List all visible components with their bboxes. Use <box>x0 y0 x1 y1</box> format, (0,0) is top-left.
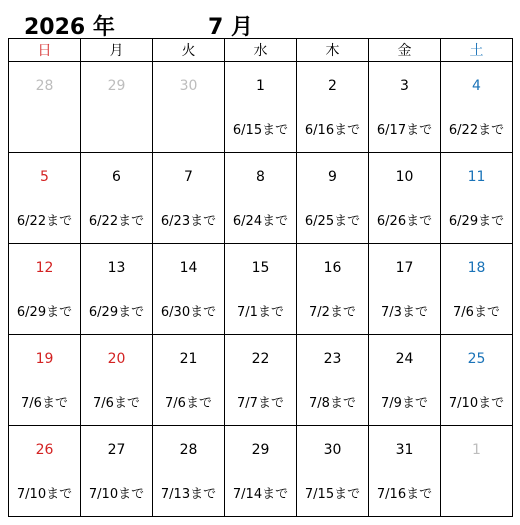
day-number: 24 <box>395 351 414 367</box>
deadline-note: 7/6まで <box>453 305 500 320</box>
week-row <box>9 62 513 153</box>
day-number: 4 <box>472 78 481 94</box>
day-number: 7 <box>184 169 193 185</box>
day-number: 25 <box>467 351 486 367</box>
day-cell[interactable] <box>225 153 297 244</box>
deadline-note: 7/6まで <box>93 396 140 411</box>
deadline-note: 6/25まで <box>304 214 361 229</box>
deadline-note: 7/6まで <box>165 396 212 411</box>
day-number: 6 <box>112 169 121 185</box>
day-cell[interactable] <box>225 426 297 517</box>
deadline-note: 7/10まで <box>448 396 505 411</box>
day-cell[interactable] <box>441 153 513 244</box>
day-number: 26 <box>35 442 54 458</box>
day-cell[interactable] <box>81 244 153 335</box>
day-cell[interactable] <box>9 62 81 153</box>
day-cell[interactable] <box>297 335 369 426</box>
deadline-note: 6/15まで <box>232 123 289 138</box>
deadline-note: 7/8まで <box>309 396 356 411</box>
day-number: 30 <box>323 442 342 458</box>
deadline-note: 7/6まで <box>21 396 68 411</box>
day-cell[interactable] <box>441 62 513 153</box>
day-cell[interactable] <box>9 426 81 517</box>
day-cell[interactable] <box>9 335 81 426</box>
day-cell[interactable] <box>369 244 441 335</box>
deadline-note: 6/22まで <box>16 214 73 229</box>
day-number: 17 <box>395 260 414 276</box>
day-cell[interactable] <box>81 62 153 153</box>
day-cell[interactable] <box>297 426 369 517</box>
deadline-note: 7/3まで <box>381 305 428 320</box>
day-cell[interactable] <box>225 335 297 426</box>
day-number: 2 <box>328 78 337 94</box>
week-row <box>9 335 513 426</box>
day-number: 14 <box>179 260 198 276</box>
day-number: 1 <box>256 78 265 94</box>
deadline-note: 7/14まで <box>232 487 289 502</box>
deadline-note: 6/22まで <box>88 214 145 229</box>
weekday-wed: 水 <box>225 39 297 62</box>
day-number: 20 <box>107 351 126 367</box>
deadline-note: 7/13まで <box>160 487 217 502</box>
day-number: 11 <box>467 169 486 185</box>
day-cell[interactable] <box>369 335 441 426</box>
deadline-note: 6/24まで <box>232 214 289 229</box>
day-number: 27 <box>107 442 126 458</box>
day-cell[interactable] <box>297 62 369 153</box>
day-cell[interactable] <box>225 244 297 335</box>
weekday-thu: 木 <box>297 39 369 62</box>
day-cell[interactable] <box>369 426 441 517</box>
day-number: 31 <box>395 442 414 458</box>
day-number: 15 <box>251 260 270 276</box>
deadline-note: 7/10まで <box>16 487 73 502</box>
day-number: 10 <box>395 169 414 185</box>
day-cell[interactable] <box>81 426 153 517</box>
deadline-note: 7/15まで <box>304 487 361 502</box>
day-number: 21 <box>179 351 198 367</box>
day-cell[interactable] <box>441 244 513 335</box>
day-number: 8 <box>256 169 265 185</box>
day-cell[interactable] <box>225 62 297 153</box>
day-number: 3 <box>400 78 409 94</box>
month-label: 7 月 <box>208 15 253 40</box>
week-row <box>9 153 513 244</box>
day-cell[interactable] <box>81 335 153 426</box>
weekday-sun: 日 <box>9 39 81 62</box>
deadline-note: 7/1まで <box>237 305 284 320</box>
year-label: 2026 年 <box>24 15 115 40</box>
calendar-title <box>0 8 520 38</box>
week-row <box>9 244 513 335</box>
deadline-note: 7/10まで <box>88 487 145 502</box>
weekday-mon: 月 <box>81 39 153 62</box>
day-cell[interactable] <box>153 62 225 153</box>
day-cell[interactable] <box>441 335 513 426</box>
day-number: 18 <box>467 260 486 276</box>
deadline-note: 6/29まで <box>16 305 73 320</box>
day-cell[interactable] <box>9 244 81 335</box>
calendar-grid <box>8 38 513 517</box>
deadline-note: 6/17まで <box>376 123 433 138</box>
day-number: 13 <box>107 260 126 276</box>
day-number: 19 <box>35 351 54 367</box>
day-cell[interactable] <box>297 153 369 244</box>
day-cell[interactable] <box>9 153 81 244</box>
weekday-tue: 火 <box>153 39 225 62</box>
weekday-fri: 金 <box>369 39 441 62</box>
deadline-note: 6/29まで <box>88 305 145 320</box>
day-number: 29 <box>107 78 126 94</box>
deadline-note: 6/16まで <box>304 123 361 138</box>
day-cell[interactable] <box>153 426 225 517</box>
deadline-note: 7/2まで <box>309 305 356 320</box>
day-number: 29 <box>251 442 270 458</box>
weekday-header-row <box>9 39 513 62</box>
day-number: 1 <box>472 442 481 458</box>
day-number: 9 <box>328 169 337 185</box>
day-number: 5 <box>40 169 49 185</box>
deadline-note: 7/16まで <box>376 487 433 502</box>
day-number: 16 <box>323 260 342 276</box>
day-number: 23 <box>323 351 342 367</box>
deadline-note: 6/29まで <box>448 214 505 229</box>
day-cell[interactable] <box>153 335 225 426</box>
day-number: 28 <box>35 78 54 94</box>
deadline-note: 6/30まで <box>160 305 217 320</box>
deadline-note: 6/23まで <box>160 214 217 229</box>
weekday-sat: 土 <box>441 39 513 62</box>
deadline-note: 6/22まで <box>448 123 505 138</box>
deadline-note: 6/26まで <box>376 214 433 229</box>
day-number: 12 <box>35 260 54 276</box>
day-cell[interactable] <box>441 426 513 517</box>
day-cell[interactable] <box>369 62 441 153</box>
day-number: 30 <box>179 78 198 94</box>
day-cell[interactable] <box>153 244 225 335</box>
week-row <box>9 426 513 517</box>
day-cell[interactable] <box>81 153 153 244</box>
day-number: 28 <box>179 442 198 458</box>
day-cell[interactable] <box>153 153 225 244</box>
day-number: 22 <box>251 351 270 367</box>
day-cell[interactable] <box>369 153 441 244</box>
deadline-note: 7/9まで <box>381 396 428 411</box>
calendar-body <box>9 62 513 517</box>
deadline-note: 7/7まで <box>237 396 284 411</box>
day-cell[interactable] <box>297 244 369 335</box>
